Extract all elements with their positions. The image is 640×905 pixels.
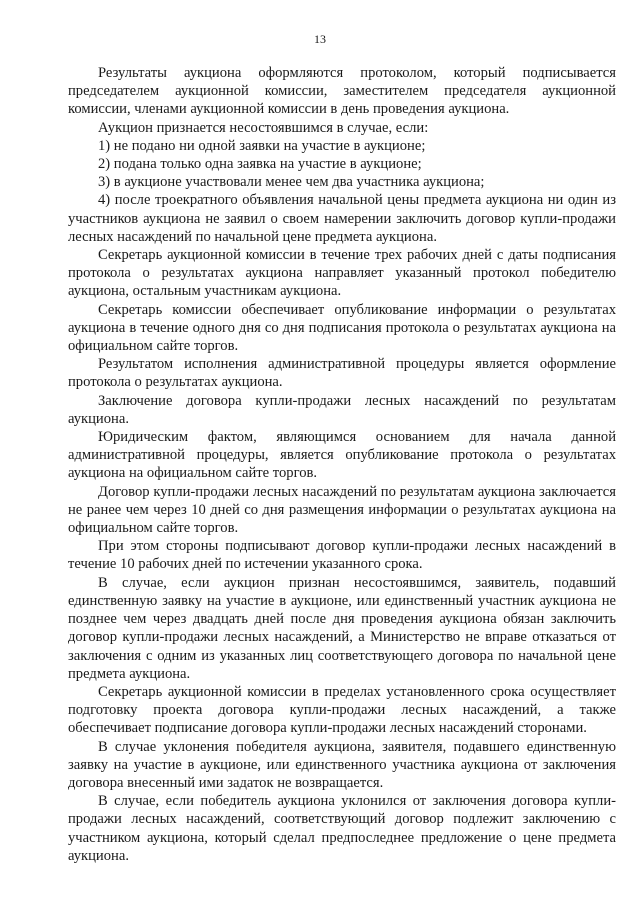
paragraph-protocol: Результаты аукциона оформляются протоколом, который подписывается председателем аукционной комиссии, заместителем председателя аукционной комиссии, членами аукционной комиссии в день проведения аукциона. (68, 65, 616, 118)
document-body (68, 64, 616, 865)
paragraph-signing: При этом стороны подписывают договор купли-продажи лесных насаждений в течение 10 рабочих дней по истечении указанного срока. (68, 538, 616, 573)
list-item-3: 3) в аукционе участвовали менее чем два участника аукциона; (98, 174, 485, 191)
paragraph-draft-contract: Секретарь аукционной комиссии в пределах установленного срока осуществляет подготовку проекта договора купли-продажи лесных насаждений, а также обеспечивает подписание договора купли-продажи лесных насаждений сторонами. (68, 683, 616, 737)
paragraph-deposit: В случае уклонения победителя аукциона, заявителя, подавшего единственную заявку на участие в аукционе, или единственного участника аукциона от заключения договора внесенный ими задаток не возвращается. (68, 738, 616, 791)
paragraph-secretary-sends: Секретарь аукционной комиссии в течение трех рабочих дней с даты подписания протокола о результатах аукциона направляет указанный протокол победителю аукциона, остальным участникам аукциона. (68, 247, 616, 300)
paragraph-auction-failed-intro: Аукцион признается несостоявшимся в случае, если: (98, 119, 429, 136)
paragraph-winner-evades: В случае, если победитель аукциона уклонился от заключения договора купли-продажи лесных насаждений, соответствующий договор подлежит заключению с участником аукциона, который сделал предпоследнее предложение о цене предмета аукциона. (68, 793, 616, 864)
list-item-1: 1) не подано ни одной заявки на участие в аукционе; (98, 137, 426, 154)
page-number: 13 (314, 32, 326, 46)
list-item-4: 4) после троекратного объявления начальной цены предмета аукциона ни один из участников аукциона не заявил о своем намерении заключить договор купли-продажи лесных насаждений по начальной цене предмета аукциона. (68, 192, 616, 245)
paragraph-contract-heading: Заключение договора купли-продажи лесных насаждений по результатам аукциона. (68, 392, 616, 427)
paragraph-single-bidder: В случае, если аукцион признан несостоявшимся, заявитель, подавший единственную заявку на участие в аукционе, или единственный участник аукциона не позднее чем через двадцать дней после дня проведения аукциона обязан заключить договор купли-продажи лесных насаждений, а Министерство не вправе отказаться от заключения с одним из указанных лиц соответствующего договора по начальной цене предмета аукциона. (68, 574, 616, 682)
paragraph-publication: Секретарь комиссии обеспечивает опубликование информации о результатах аукциона в течение одного дня со дня подписания протокола о результатах аукциона на официальном сайте торгов. (68, 301, 616, 355)
paragraph-result: Результатом исполнения административной процедуры является оформление протокола о результатах аукциона. (68, 356, 616, 391)
list-item-2: 2) подана только одна заявка на участие в аукционе; (98, 156, 422, 173)
paragraph-contract-term: Договор купли-продажи лесных насаждений по результатам аукциона заключается не ранее чем через 10 дней со дня размещения информации о результатах аукциона на официальном сайте торгов. (68, 483, 616, 537)
paragraph-legal-fact: Юридическим фактом, являющимся основанием для начала данной административной процедуры, является опубликование протокола о результатах аукциона на официальном сайте торгов. (68, 429, 616, 482)
